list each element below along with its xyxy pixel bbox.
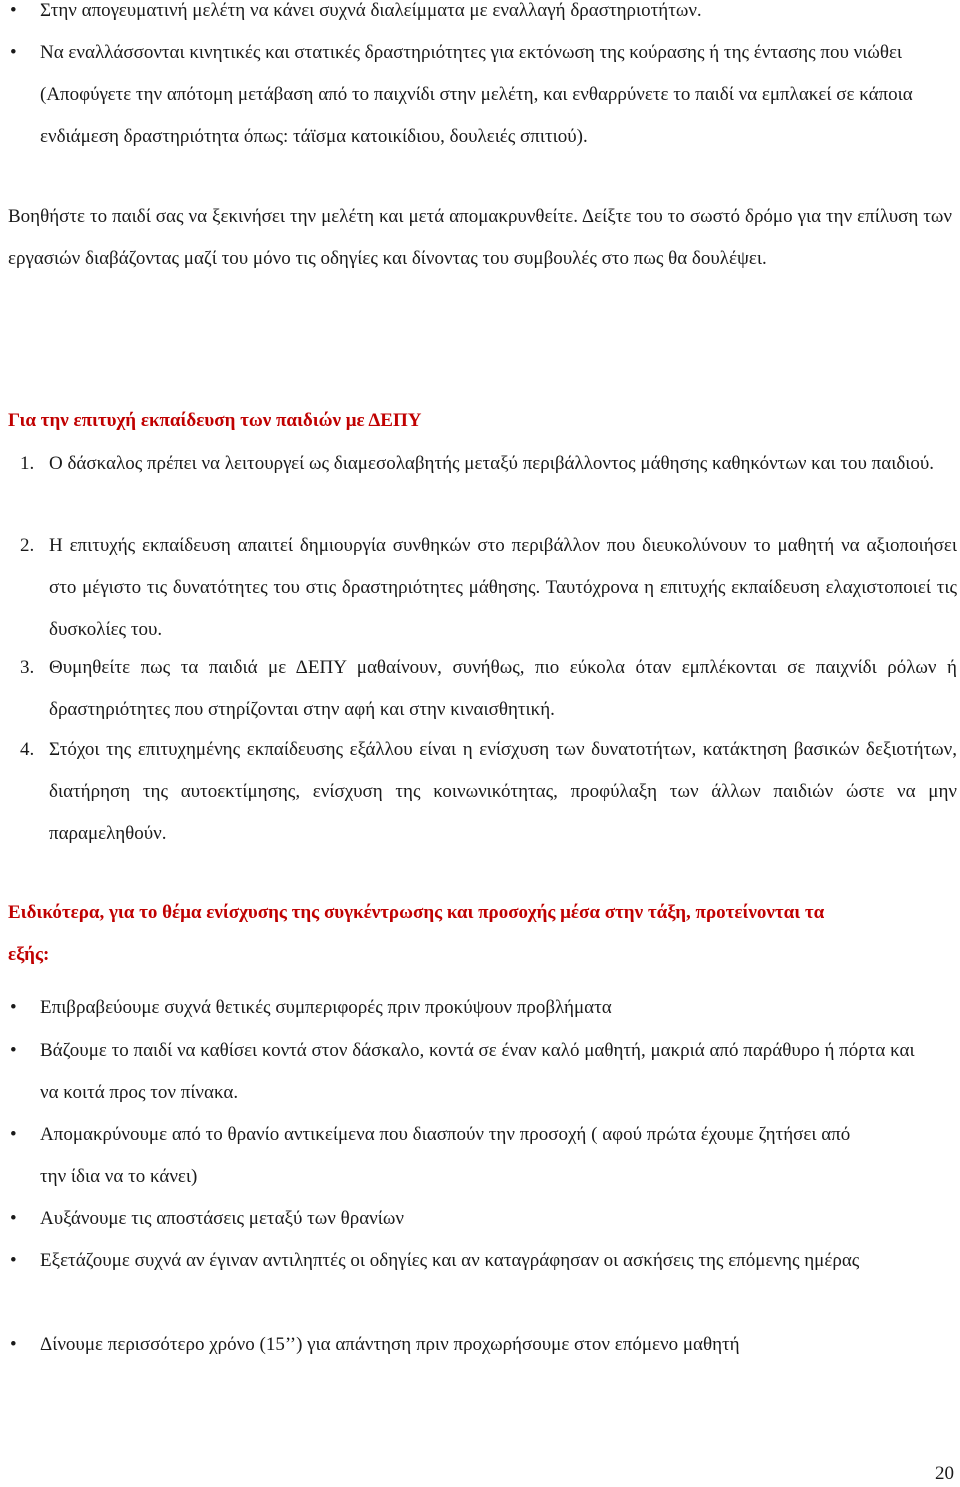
bullet-icon: • <box>10 42 17 63</box>
bullet-icon: • <box>10 0 17 21</box>
bullet-icon: • <box>10 997 17 1018</box>
numbered-item: 2. Η επιτυχής εκπαίδευση απαιτεί δημιουργία συνθηκών στο περιβάλλον που διευκολύνουν το μαθητή να αξιοποιήσει στο μέγιστο τις δυνατότητες του στις δραστηριότητες μάθησης. Ταυτόχρονα η επιτυχής εκπαίδευση ελαχιστοποιεί τις δυσκολίες του. <box>20 535 957 640</box>
section-heading-attention: Ειδικότερα, για το θέμα ενίσχυσης της συγκέντρωσης και προσοχής μέσα στην τάξη, προτείνονται τα εξής: <box>8 902 825 965</box>
list-item: • Να εναλλάσσονται κινητικές και στατικές δραστηριότητες για εκτόνωση της κούρασης ή της έντασης που νιώθει (Αποφύγετε την απότομη μετάβαση από το παιχνίδι στην μελέτη, και ενθαρρύνετε το παιδί να εμπλακεί σε κάποια ενδιάμεση δραστηριότητα όπως: τάϊσμα κατοικίδιου, δουλειές σπιτιού). <box>40 32 920 158</box>
bullet-icon: • <box>10 1208 17 1229</box>
list-item: • Βάζουμε το παιδί να καθίσει κοντά στον δάσκαλο, κοντά σε έναν καλό μαθητή, μακριά από παράθυρο ή πόρτα και να κοιτά προς τον πίνακα. <box>40 1030 920 1114</box>
numbered-item: 4. Στόχοι της επιτυχημένης εκπαίδευσης εξάλλου είναι η ενίσχυση των δυνατοτήτων, κατάκτηση βασικών δεξιοτήτων, διατήρηση της αυτοεκτίμησης, ενίσχυση της κοινωνικότητας, προφύλαξη των άλλων παιδιών ώστε να μην παραμεληθούν. <box>20 739 957 844</box>
section-heading-adhd: Για την επιτυχή εκπαίδευση των παιδιών με ΔΕΠΥ <box>8 410 422 431</box>
bullet-icon: • <box>10 1040 17 1061</box>
numbered-item: 1. Ο δάσκαλος πρέπει να λειτουργεί ως διαμεσολαβητής μεταξύ περιβάλλοντος μάθησης καθηκόντων και του παιδιού. <box>20 453 935 474</box>
list-item: • Εξετάζουμε συχνά αν έγιναν αντιληπτές οι οδηγίες και αν καταγράφησαν οι ασκήσεις της επόμενης ημέρας <box>40 1240 920 1282</box>
bullet-icon: • <box>10 1334 17 1355</box>
bullet-icon: • <box>10 1124 17 1145</box>
bullet-icon: • <box>10 1250 17 1271</box>
list-item: • Επιβραβεύουμε συχνά θετικές συμπεριφορές πριν προκύψουν προβλήματα <box>40 987 920 1029</box>
page-number: 20 <box>935 1463 954 1484</box>
list-item: • Στην απογευματινή μελέτη να κάνει συχνά διαλείμματα με εναλλαγή δραστηριοτήτων. <box>40 0 920 32</box>
list-item: • Απομακρύνουμε από το θρανίο αντικείμενα που διασπούν την προσοχή ( αφού πρώτα έχουμε ζητήσει από την ίδια να το κάνει) <box>40 1114 920 1198</box>
list-item: • Δίνουμε περισσότερο χρόνο (15’’) για απάντηση πριν προχωρήσουμε στον επόμενο μαθητή <box>40 1324 920 1366</box>
help-paragraph: Βοηθήστε το παιδί σας να ξεκινήσει την μελέτη και μετά απομακρυνθείτε. Δείξτε του το σωστό δρόμο για την επίλυση των εργασιών διαβάζοντας μαζί του μόνο τις οδηγίες και δίνοντας του συμβουλές στο πως θα δουλέψει. <box>8 206 952 269</box>
numbered-item: 3. Θυμηθείτε πως τα παιδιά με ΔΕΠΥ μαθαίνουν, συνήθως, πιο εύκολα όταν εμπλέκονται σε παιχνίδι ρόλων ή δραστηριότητες που στηρίζονται στην αφή και στην κιναισθητική. <box>20 657 957 720</box>
list-item: • Αυξάνουμε τις αποστάσεις μεταξύ των θρανίων <box>40 1198 920 1240</box>
